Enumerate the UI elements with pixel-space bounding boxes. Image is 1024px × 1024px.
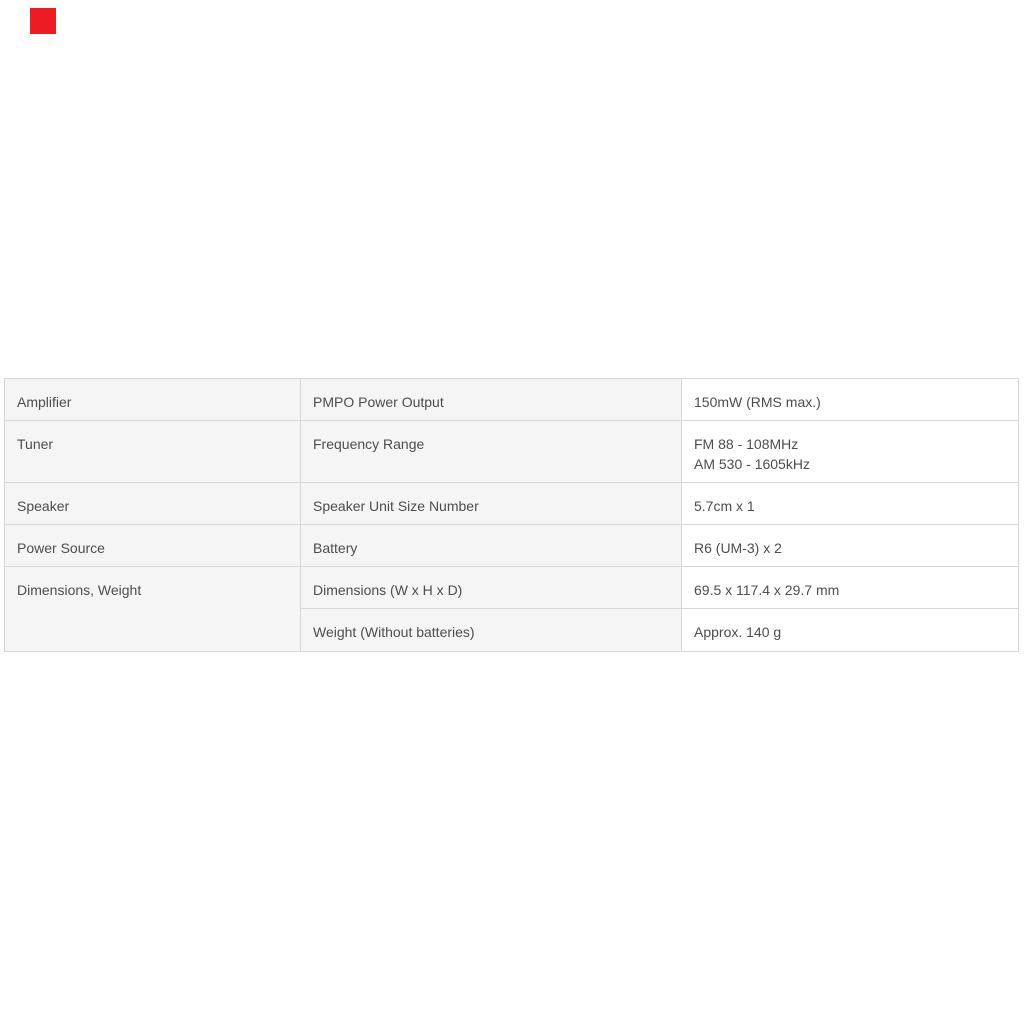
spec-item-cell: Battery <box>301 525 682 567</box>
table-row-power-source <box>5 525 1019 567</box>
spec-category-cell: Amplifier <box>5 379 301 421</box>
table-row-amplifier <box>5 379 1019 421</box>
spec-item-cell: Dimensions (W x H x D) <box>301 567 682 609</box>
spec-category-cell: Dimensions, Weight <box>5 567 301 652</box>
spec-category-cell: Tuner <box>5 421 301 483</box>
spec-item-cell: Frequency Range <box>301 421 682 483</box>
spec-value-cell: 69.5 x 117.4 x 29.7 mm <box>682 567 1019 609</box>
spec-value-cell: R6 (UM-3) x 2 <box>682 525 1019 567</box>
spec-table-container <box>4 378 1019 652</box>
spec-value-cell: 150mW (RMS max.) <box>682 379 1019 421</box>
table-row-dimensions <box>5 567 1019 609</box>
spec-value-cell: Approx. 140 g <box>682 609 1019 652</box>
spec-item-cell: Weight (Without batteries) <box>301 609 682 652</box>
spec-value-cell: 5.7cm x 1 <box>682 483 1019 525</box>
spec-value-line-am: AM 530 - 1605kHz <box>694 456 810 472</box>
table-row-speaker <box>5 483 1019 525</box>
spec-value-line-fm: FM 88 - 108MHz <box>694 436 799 452</box>
spec-value-cell <box>682 421 1019 483</box>
red-square-badge <box>30 8 56 34</box>
spec-table <box>4 378 1019 652</box>
table-row-tuner <box>5 421 1019 483</box>
spec-item-cell: Speaker Unit Size Number <box>301 483 682 525</box>
spec-item-cell: PMPO Power Output <box>301 379 682 421</box>
spec-category-cell: Power Source <box>5 525 301 567</box>
spec-category-cell: Speaker <box>5 483 301 525</box>
